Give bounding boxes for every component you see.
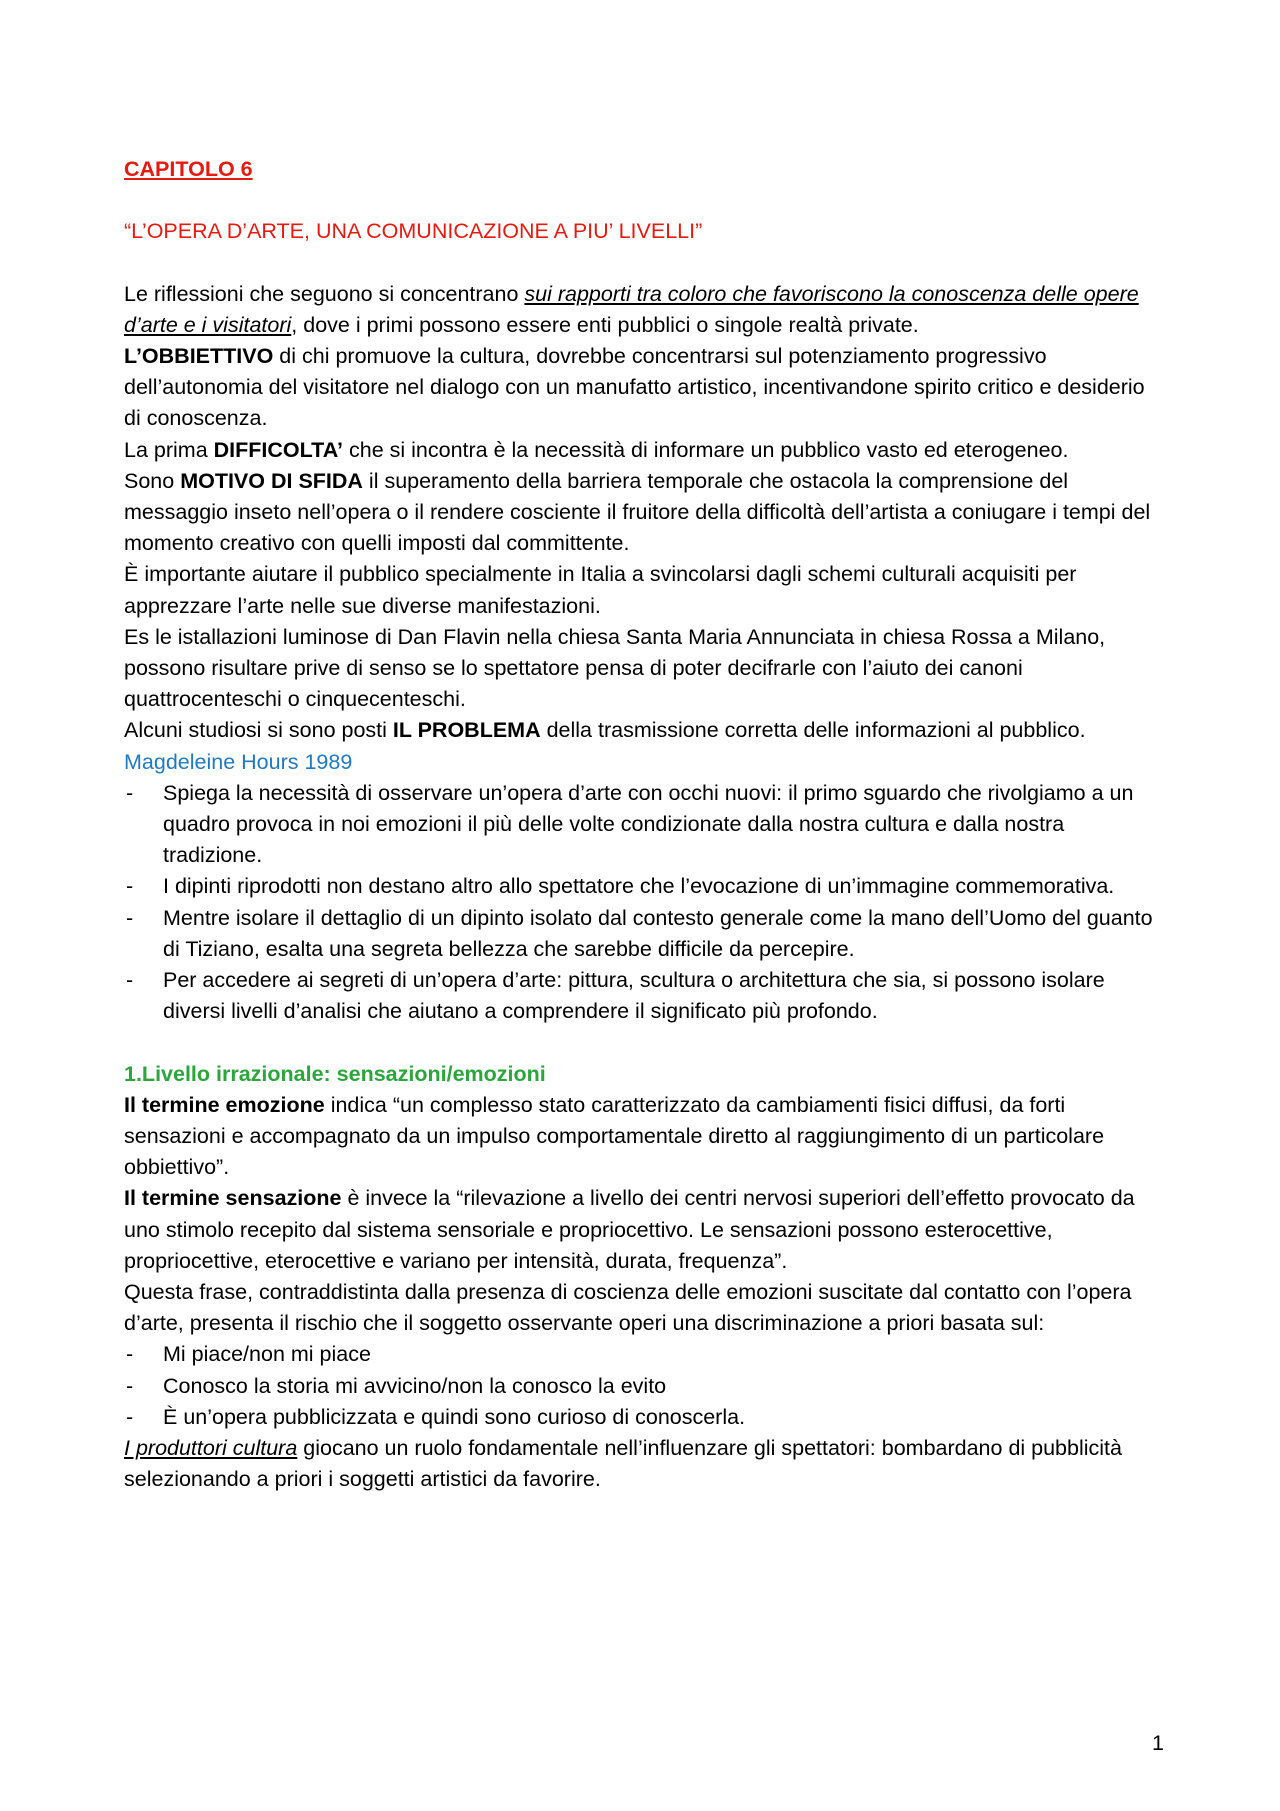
bold-term: IL PROBLEMA <box>392 718 541 743</box>
list-item-text: Mentre isolare il dettaglio di un dipinto isolato dal contesto generale come la mano dell’Uomo del guanto di Tiziano, esalta una segreta bellezza che sarebbe difficile da percepire. <box>163 905 1153 961</box>
text-run: che si incontra è la necessità di informare un pubblico vasto ed eterogeneo. <box>343 437 1069 462</box>
text-run: Sono <box>124 468 181 493</box>
bold-term: MOTIVO DI SFIDA <box>180 468 363 493</box>
text-run: , dove i primi possono essere enti pubblici o singole realtà private. <box>291 312 919 337</box>
list-item-text: I dipinti riprodotti non destano altro allo spettatore che l’evocazione di un’immagine commemorativa. <box>163 874 1115 899</box>
list-item <box>124 1402 1164 1433</box>
bold-term: DIFFICOLTA’ <box>213 437 344 462</box>
list-item <box>124 903 1164 965</box>
text-run: indica “un complesso stato caratterizzato da cambiamenti fisici diffusi, da forti sensazioni e accompagnato da un impulso comportamentale diretto al raggiungimento di un particolare obbiettivo”. <box>124 1092 1105 1180</box>
list-item <box>124 778 1164 872</box>
intro-paragraph-6: Es le istallazioni luminose di Dan Flavin nella chiesa Santa Maria Annunciata in chiesa Rossa a Milano, possono risultare prive di senso se lo spettatore pensa di poter decifrarle con l’aiuto dei canoni quattrocenteschi o cinquecenteschi. <box>124 624 1106 712</box>
intro-paragraph-3 <box>124 435 1164 466</box>
section-heading: 1.Livello irrazionale: sensazioni/emozioni <box>124 1061 546 1086</box>
intro-paragraph-4 <box>124 466 1164 560</box>
text-run: della trasmissione corretta delle informazioni al pubblico. <box>540 718 1086 743</box>
bold-term: L’OBBIETTIVO <box>124 344 274 368</box>
list-item-text: Spiega la necessità di osservare un’opera d’arte con occhi nuovi: il primo sguardo che rivolgiamo a un quadro provoca in noi emozioni il più delle volte condizionate dalla nostra cultura e dalla nostra tradizione. <box>163 780 1134 868</box>
author-list <box>124 778 1164 1028</box>
text-run: di chi promuove la cultura, dovrebbe concentrarsi sul potenziamento progressivo dell’autonomia del visitatore nel dialogo con un manufatto artistico, incentivandone spirito critico e desiderio di conoscenza. <box>124 344 1145 431</box>
text-run: Alcuni studiosi si sono posti <box>124 718 393 743</box>
bold-term: Il termine emozione <box>124 1092 325 1117</box>
text-run: è invece la “rilevazione a livello dei centri nervosi superiori dell’effetto provocato da uno stimolo recepito dal sistema sensoriale e propriocettivo. Le sensazioni possono esterocettive, propriocettive, eterocettive e variano per intensità, durata, frequenza”. <box>124 1186 1135 1273</box>
bold-term: Il termine sensazione <box>124 1186 342 1211</box>
dash-bullet: - <box>126 1373 134 1398</box>
list-item-text: È un’opera pubblicizzata e quindi sono curioso di conoscerla. <box>163 1404 746 1429</box>
dash-bullet: - <box>126 1342 134 1367</box>
list-item <box>124 1339 1164 1370</box>
section-paragraph-4 <box>124 1433 1164 1495</box>
dash-bullet: - <box>126 905 134 930</box>
dash-bullet: - <box>126 968 134 993</box>
page-number: 1 <box>1152 1731 1164 1755</box>
text-run: giocano un ruolo fondamentale nell’influenzare gli spettatori: bombardano di pubblicità selezionando a priori i soggetti artistici da favorire. <box>124 1436 1122 1492</box>
dash-bullet: - <box>126 780 134 805</box>
chapter-title: CAPITOLO 6 <box>124 157 253 181</box>
text-run: il superamento della barriera temporale che ostacola la comprensione del messaggio inseto nell’opera o il rendere cosciente il fruitore della difficoltà dell’artista a coniugare i tempi del momento creativo con quelli imposti dal committente. <box>124 468 1151 556</box>
intro-paragraph-1 <box>124 279 1164 341</box>
section-paragraph-2 <box>124 1183 1164 1277</box>
list-item <box>124 965 1164 1027</box>
dash-bullet: - <box>126 1404 134 1429</box>
section-paragraph-3: Questa frase, contraddistinta dalla presenza di coscienza delle emozioni suscitate dal contatto con l’opera d’arte, presenta il rischio che il soggetto osservante operi una discriminazione a priori basata sul: <box>124 1280 1132 1336</box>
text-run: La prima <box>124 437 214 462</box>
list-item-text: Mi piace/non mi piace <box>163 1342 371 1367</box>
author-heading: Magdeleine Hours 1989 <box>124 749 353 774</box>
intro-paragraph-7 <box>124 715 1164 746</box>
intro-paragraph-5: È importante aiutare il pubblico specialmente in Italia a svincolarsi dagli schemi culturali acquisiti per apprezzare l’arte nelle sue diverse manifestazioni. <box>124 562 1077 618</box>
dash-bullet: - <box>126 874 134 899</box>
spacer <box>124 1027 1164 1058</box>
list-item <box>124 1371 1164 1402</box>
text-run: Le riflessioni che seguono si concentrano <box>124 281 525 306</box>
chapter-subtitle: “L’OPERA D’ARTE, UNA COMUNICAZIONE A PIU’ LIVELLI” <box>124 219 703 244</box>
intro-paragraph-2 <box>124 341 1164 435</box>
criteria-list <box>124 1339 1164 1433</box>
section-paragraph-1 <box>124 1090 1164 1184</box>
emphasis-text: sui rapporti tra coloro che favoriscono la conoscenza delle opere d’arte e i visitatori <box>124 281 1139 337</box>
list-item <box>124 871 1164 902</box>
spacer <box>124 247 1164 278</box>
emphasis-text: I produttori cultura <box>124 1436 298 1461</box>
list-item-text: Conosco la storia mi avvicino/non la conosco la evito <box>163 1373 667 1398</box>
list-item-text: Per accedere ai segreti di un’opera d’arte: pittura, scultura o architettura che sia, si possono isolare diversi livelli d’analisi che aiutano a comprendere il significato più profondo. <box>163 968 1105 1024</box>
